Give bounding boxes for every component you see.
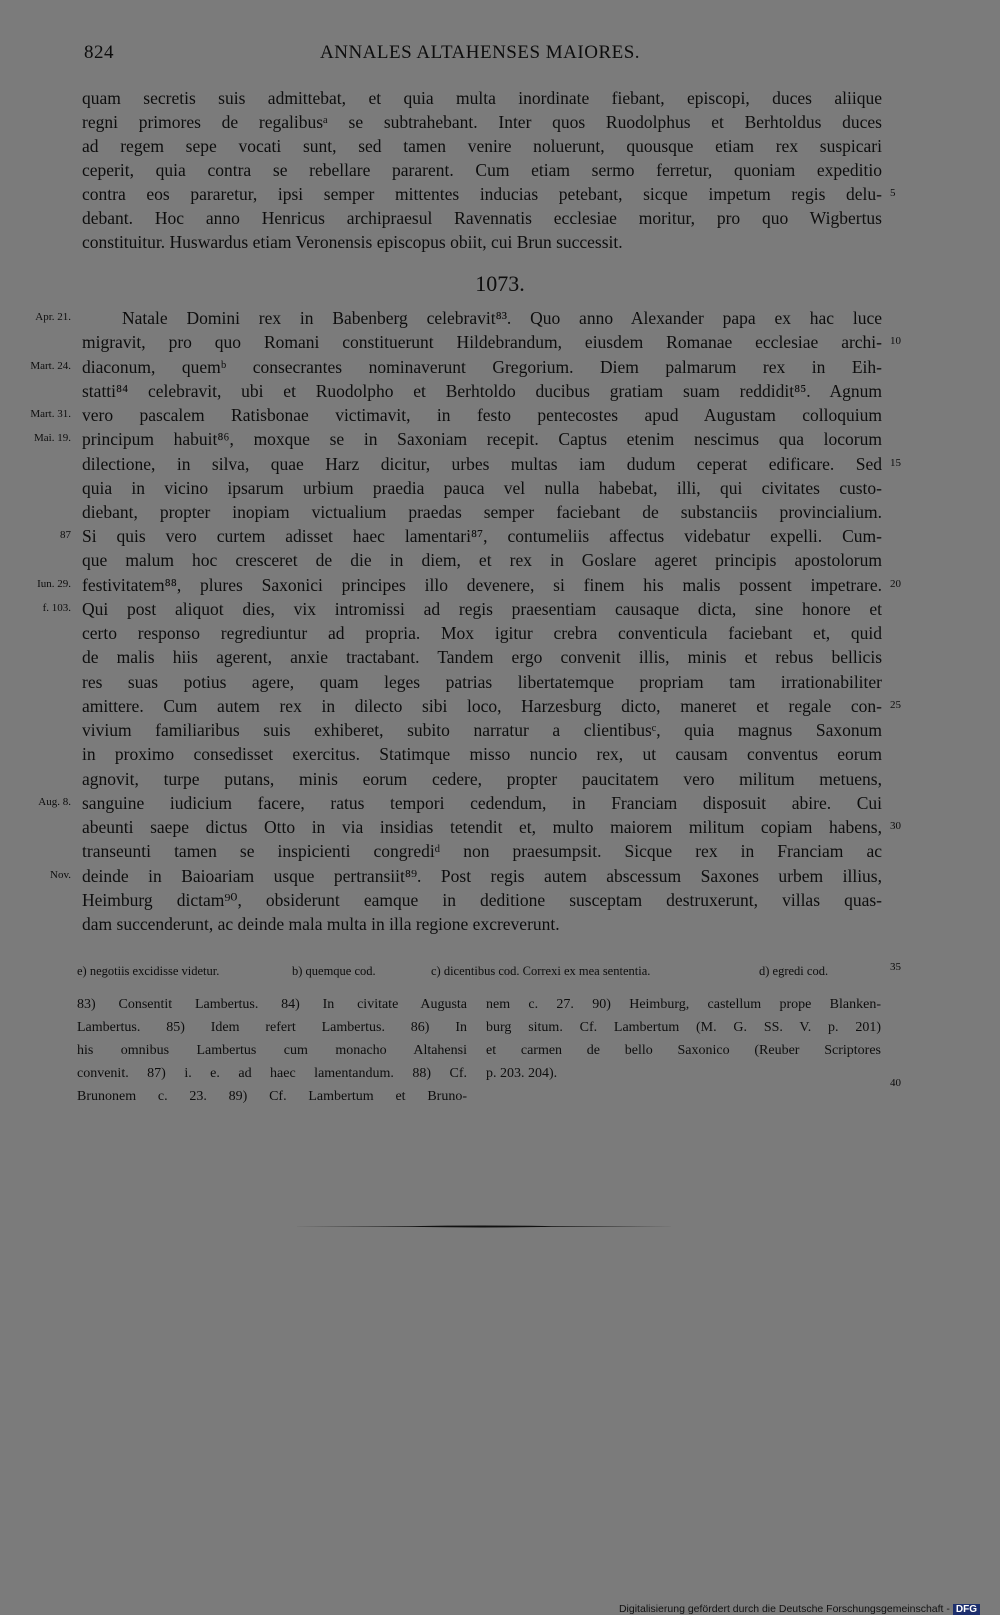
footnote-line: Brunonem c. 23. 89) Cf. Lambertum et Bruno- xyxy=(77,1089,467,1104)
text-line: que malum hoc cresceret de die in diem, et rex in Goslare ageret principis apostolorum xyxy=(82,550,882,570)
text-line: diebant, propter inopiam victualium praedas semper faciebant de substanciis provincialium. xyxy=(82,502,882,522)
digitization-credit xyxy=(619,1603,980,1615)
running-title: ANNALES ALTAHENSES MAIORES. xyxy=(320,42,641,63)
line-number: 20 xyxy=(890,578,901,590)
margin-date: Aug. 8. xyxy=(38,796,71,808)
year-heading: 1073. xyxy=(475,271,525,296)
footnote-line: Lambertus. 85) Idem refert Lambertus. 86) In xyxy=(77,1020,467,1035)
footnote-line: p. 203. 204). xyxy=(486,1066,558,1081)
text-line: diaconum, quemᵇ consecrantes nominaverunt Gregorium. Diem palmarum rex in Eih- xyxy=(82,357,882,377)
text-line: abeunti saepe dictus Otto in via insidias tetendit et, multo maiorem militum copiam habens, xyxy=(82,817,882,837)
text-line: contra eos pararetur, ipsi semper mittentes inducias petebant, sicque impetum regis delu- xyxy=(82,184,882,204)
text-line: vero pascalem Ratisbonae victimavit, in festo pentecostes apud Augustam colloquium xyxy=(82,405,882,425)
line-number: 15 xyxy=(890,457,901,469)
text-line: regni primores de regalibusᵃ se subtrahebant. Inter quos Ruodolphus et Berhtoldus duces xyxy=(82,112,882,132)
decorative-rule xyxy=(292,1225,675,1228)
text-line: res suas potius agere, quam leges patrias libertatemque propriam tam irrationabiliter xyxy=(82,672,882,692)
footnotes-right xyxy=(486,993,881,1085)
text-line: agnovit, turpe putans, minis eorum cedere, propter paucitatem vero militum metuens, xyxy=(82,769,882,789)
text-line: Qui post aliquot dies, vix intromissi ad regis praesentiam causaque dicta, sine honore et xyxy=(82,599,882,619)
text-line: debant. Hoc anno Henricus archipraesul Ravennatis ecclesiae moritur, pro quo Wigbertus xyxy=(82,208,882,228)
text-line: amittere. Cum autem rex in dilecto sibi loco, Harzesburg dicto, maneret et regale con- xyxy=(82,696,882,716)
critical-note: d) egredi cod. xyxy=(759,964,829,978)
text-line: ad regem sepe vocati sunt, sed tamen venire noluerunt, quousque etiam rex suspicari xyxy=(82,136,882,156)
text-line: principum habuit⁸⁶, moxque se in Saxoniam recepit. Captus etenim nescimus qua locorum xyxy=(82,429,882,449)
text-line: ceperit, quia contra se rebellare pararent. Cum etiam sermo ferretur, quoniam expeditio xyxy=(82,160,882,180)
critical-note: b) quemque cod. xyxy=(292,964,376,978)
margin-folio: f. 103. xyxy=(42,602,71,614)
line-number: 25 xyxy=(890,699,901,711)
text-line: constituitur. Huswardus etiam Veronensis episcopus obiit, cui Brun successit. xyxy=(82,232,623,252)
text-line: dam succenderunt, ac deinde mala multa in illa regione excreverunt. xyxy=(82,914,560,934)
text-line: festivitatem⁸⁸, plures Saxonici principes illo devenere, si finem his malis possent impetrare. xyxy=(82,575,882,595)
line-number: 35 xyxy=(890,961,901,973)
margin-note-number: 87 xyxy=(60,529,71,541)
text-line: de malis hiis agerent, anxie tractabant. Tandem ergo convenit illis, minis et rebus bellicis xyxy=(82,647,882,667)
footnote-line: nem c. 27. 90) Heimburg, castellum prope Blanken- xyxy=(486,997,881,1012)
margin-date: Apr. 21. xyxy=(35,311,71,323)
footnote-line: 83) Consentit Lambertus. 84) In civitate Augusta xyxy=(77,997,467,1012)
margin-date: Iun. 29. xyxy=(37,578,71,590)
text-line: quam secretis suis admittebat, et quia multa inordinate fiebant, episcopi, duces aliique xyxy=(82,88,882,108)
text-line: migravit, pro quo Romani constituerunt Hildebrandum, eiusdem Romanae ecclesiae archi- xyxy=(82,332,882,352)
text-line: dilectione, in silva, quae Harz dicitur, urbes multas iam dudum ceperat edificare. Sed xyxy=(82,454,882,474)
text-line: vivium familiaribus suis exhiberet, subito narratur a clientibusᶜ, quia magnus Saxonum xyxy=(82,720,882,740)
text-line: statti⁸⁴ celebravit, ubi et Ruodolpho et Berhtoldo ducibus gratiam suam reddidit⁸⁵. Agnum xyxy=(82,381,882,401)
footnotes-left xyxy=(77,993,467,1108)
text-line: sanguine iudicium facere, ratus tempori cedendum, in Franciam disposuit abire. Cui xyxy=(82,793,882,813)
margin-date: Mai. 19. xyxy=(34,432,71,444)
text-line: Si quis vero curtem adisset haec lamentari⁸⁷, contumeliis affectus videbatur expelli. Cum- xyxy=(82,526,882,546)
text-line: quia in vicino ipsarum urbium praedia pauca vel nulla habebat, illi, qui civitates custo- xyxy=(82,478,882,498)
text-line: transeunti tamen se inspicienti congrediᵈ non praesumpsit. Sicque rex in Franciam ac xyxy=(82,841,882,861)
footnote-line: et carmen de bello Saxonico (Reuber Scriptores xyxy=(486,1043,881,1058)
text-line: deinde in Baioariam usque pertransiit⁸⁹. Post regis autem abscessum Saxones urbem illius, xyxy=(82,866,882,886)
text-line: in proximo consedisset exercitus. Statimque misso nuncio rex, ut causam conventus eorum xyxy=(82,744,882,764)
dfg-logo: DFG xyxy=(953,1604,980,1615)
line-number: 10 xyxy=(890,335,901,347)
footnote-line: convenit. 87) i. e. ad haec lamentandum. 88) Cf. xyxy=(77,1066,467,1081)
critical-note: e) negotiis excidisse videtur. xyxy=(77,964,220,978)
footnote-line: burg situm. Cf. Lambertum (M. G. SS. V. p. 201) xyxy=(486,1020,881,1035)
text-line: certo responso regrediuntur ad propria. Mox igitur crebra conventicula faciebant et, quid xyxy=(82,623,882,643)
margin-date: Mart. 24. xyxy=(30,360,71,372)
footnote-line: his omnibus Lambertus cum monacho Altahensi xyxy=(77,1043,467,1058)
critical-note: c) dicentibus cod. Correxi ex mea sententia. xyxy=(431,964,651,978)
text-line: Heimburg dictam⁹⁰, obsiderunt eamque in deditione susceptam destruxerunt, villas quas- xyxy=(82,890,882,910)
line-number: 40 xyxy=(890,1077,901,1089)
margin-date: Mart. 31. xyxy=(30,408,71,420)
line-number: 5 xyxy=(890,187,896,199)
page-number: 824 xyxy=(84,42,114,63)
line-number: 30 xyxy=(890,820,901,832)
credit-text: Digitalisierung gefördert durch die Deutsche Forschungsgemeinschaft - xyxy=(618,1603,950,1615)
margin-date: Nov. xyxy=(50,869,71,881)
text-line: Natale Domini rex in Babenberg celebravit⁸³. Quo anno Alexander papa ex hac luce xyxy=(122,308,882,328)
